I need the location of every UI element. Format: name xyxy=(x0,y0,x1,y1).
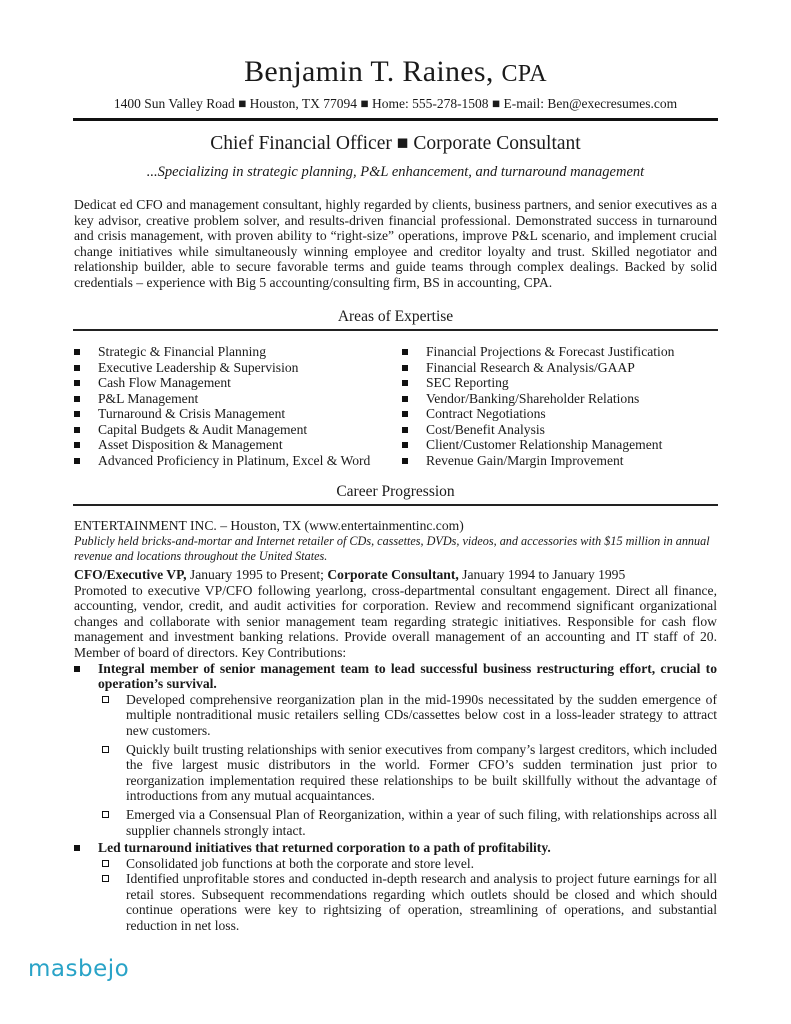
hollow-square-bullet-icon xyxy=(102,860,109,867)
expertise-item: Financial Projections & Forecast Justification xyxy=(402,344,674,360)
contribution-headline: Led turnaround initiatives that returned corporation to a path of profitability. xyxy=(74,840,717,856)
expertise-list-left xyxy=(74,344,370,468)
contribution-detail: Emerged via a Consensual Plan of Reorganization, within a year of such filing, with relationships across all supplier channels strongly intact. xyxy=(74,807,717,838)
watermark-logo: masbejo xyxy=(28,956,130,982)
expertise-item: P&L Management xyxy=(74,391,370,407)
company-description: Publicly held bricks-and-mortar and Internet retailer of CDs, cassettes, DVDs, videos, and accessories with $15 million in annual revenue and locations throughout the United States. xyxy=(74,533,710,563)
expertise-item: Financial Research & Analysis/GAAP xyxy=(402,360,674,376)
expertise-item: Advanced Proficiency in Platinum, Excel & Word xyxy=(74,453,370,469)
credential-text: CPA xyxy=(501,61,547,87)
career-section xyxy=(74,518,717,934)
expertise-item: Capital Budgets & Audit Management xyxy=(74,422,370,438)
expertise-item: SEC Reporting xyxy=(402,375,674,391)
candidate-name xyxy=(0,55,791,89)
expertise-item: Cash Flow Management xyxy=(74,375,370,391)
company-line: ENTERTAINMENT INC. – Houston, TX (www.entertainmentinc.com) xyxy=(74,518,464,533)
bullet-square-icon xyxy=(74,349,80,355)
bullet-square-icon xyxy=(402,411,408,417)
bullet-square-icon xyxy=(402,365,408,371)
contribution-headline: Integral member of senior management team to lead successful business restructuring effort, crucial to operation’s survival. xyxy=(74,661,717,692)
expertise-item: Vendor/Banking/Shareholder Relations xyxy=(402,391,674,407)
career-divider xyxy=(73,504,718,506)
bullet-square-icon xyxy=(402,349,408,355)
contribution-detail: Developed comprehensive reorganization plan in the mid-1990s necessitated by the sudden emergence of multiple nontraditional music retailers selling CDs/cassettes below cost in a loss-leader strategy to attract new customers. xyxy=(74,692,717,739)
hollow-square-bullet-icon xyxy=(102,875,109,882)
contribution-detail: Identified unprofitable stores and conducted in-depth research and analysis to project future earnings for all retail stores. Subsequent recommendations regarding which outlets should be closed and which should continue operations were key to rightsizing of operation, streamlining of operations, and substantial reduction in net loss. xyxy=(74,871,717,933)
name-text: Benjamin T. Raines, xyxy=(244,55,494,88)
hollow-square-bullet-icon xyxy=(102,696,109,703)
hollow-square-bullet-icon xyxy=(102,811,109,818)
bullet-square-icon xyxy=(402,458,408,464)
expertise-list-right xyxy=(402,344,674,468)
bullet-square-icon xyxy=(74,365,80,371)
expertise-item: Executive Leadership & Supervision xyxy=(74,360,370,376)
job-summary: Promoted to executive VP/CFO following yearlong, cross-departmental consultant engagement. Direct all finance, accounting, vendor, credit, and audit activities for corporation. Review and recommend significant organizational changes and collaborate with senior management team regarding strategic initiatives. Responsible for cash flow management and investment banking relations. Provide overall management of an accounting and IT staff of 20. Member of board of directors. Key Contributions: xyxy=(74,582,717,660)
tagline: ...Specializing in strategic planning, P&L enhancement, and turnaround management xyxy=(146,164,645,180)
bullet-square-icon xyxy=(74,427,80,433)
job-title-consultant: Corporate Consultant, xyxy=(327,567,459,582)
hollow-square-bullet-icon xyxy=(102,746,109,753)
bullet-square-icon xyxy=(74,458,80,464)
bullet-square-icon xyxy=(74,396,80,402)
job-titles xyxy=(74,567,717,583)
profile-summary: Dedicat ed CFO and management consultant, highly regarded by clients, business partners, and senior executives as a key advisor, creative problem solver, and results-driven financial professional. Demonstrated success in turnaround and crisis management, with proven ability to “right-size” operations, improve P&L scenario, and implement crucial change initiatives while simultaneously winning employee and creditor loyalty and trust. Skilled negotiator and relationship builder, able to secure favorable terms and guide teams through complex dealings. Backed by solid credentials – experience with Big 5 accounting/consulting firm, BS in accounting, CPA. xyxy=(74,197,717,290)
contribution-detail: Quickly built trusting relationships with senior executives from company’s largest creditors, which included the five largest music distributors in the world. Former CFO’s sudden termination just prior to reorganization implementation required these relationships to be built skillfully without the advantage of introductions from any mutual acquaintances. xyxy=(74,742,717,804)
bullet-square-icon xyxy=(402,380,408,386)
professional-headline: Chief Financial Officer ■ Corporate Consultant xyxy=(210,133,581,154)
career-heading: Career Progression xyxy=(336,483,455,500)
expertise-item: Cost/Benefit Analysis xyxy=(402,422,674,438)
expertise-item: Turnaround & Crisis Management xyxy=(74,406,370,422)
job-dates-consultant: January 1994 to January 1995 xyxy=(458,567,626,582)
expertise-item: Contract Negotiations xyxy=(402,406,674,422)
header-divider xyxy=(73,118,718,121)
expertise-item: Strategic & Financial Planning xyxy=(74,344,370,360)
job-title-cfo: CFO/Executive VP, xyxy=(74,567,187,582)
expertise-item: Asset Disposition & Management xyxy=(74,437,370,453)
job-dates-cfo: January 1995 to Present; xyxy=(186,567,328,582)
bullet-square-icon xyxy=(74,666,80,672)
bullet-square-icon xyxy=(74,442,80,448)
expertise-item: Revenue Gain/Margin Improvement xyxy=(402,453,674,469)
expertise-divider xyxy=(73,329,718,331)
bullet-square-icon xyxy=(74,411,80,417)
bullet-square-icon xyxy=(402,396,408,402)
contribution-detail: Consolidated job functions at both the corporate and store level. xyxy=(74,856,717,872)
bullet-square-icon xyxy=(402,442,408,448)
bullet-square-icon xyxy=(402,427,408,433)
expertise-heading: Areas of Expertise xyxy=(337,308,454,325)
contact-line: 1400 Sun Valley Road ■ Houston, TX 77094 ■ Home: 555-278-1508 ■ E-mail: Ben@execresumes.com xyxy=(113,96,678,111)
bullet-square-icon xyxy=(74,845,80,851)
bullet-square-icon xyxy=(74,380,80,386)
expertise-item: Client/Customer Relationship Management xyxy=(402,437,674,453)
